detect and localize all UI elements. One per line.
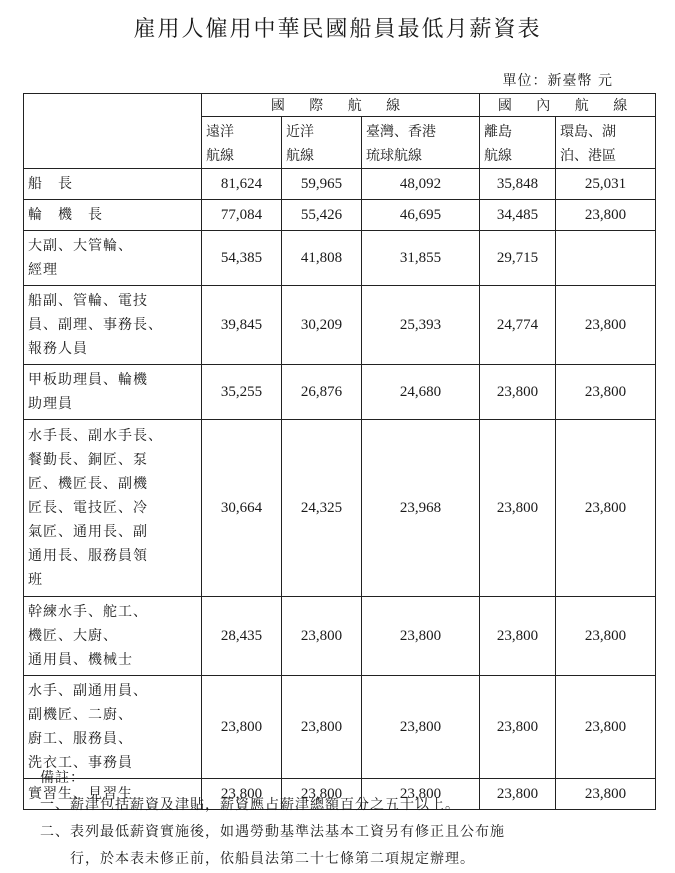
wage-cell: 23,800 [556, 365, 656, 420]
wage-cell: 23,968 [362, 420, 480, 597]
wage-cell: 31,855 [362, 231, 480, 286]
wage-cell: 39,845 [202, 286, 282, 365]
corner-cell [24, 94, 202, 169]
row-label: 船 長 [24, 169, 202, 200]
row-label: 大副、大管輪、 經理 [24, 231, 202, 286]
column-header: 近洋 航線 [282, 117, 362, 169]
wage-cell: 77,084 [202, 200, 282, 231]
wage-cell: 23,800 [362, 779, 480, 810]
wage-cell: 23,800 [282, 779, 362, 810]
wage-cell: 23,800 [480, 365, 556, 420]
wage-cell: 24,774 [480, 286, 556, 365]
row-label: 甲板助理員、輪機 助理員 [24, 365, 202, 420]
wage-cell: 23,800 [480, 676, 556, 779]
table-row [24, 286, 656, 365]
wage-cell: 26,876 [282, 365, 362, 420]
row-label: 實習生、見習生 [24, 779, 202, 810]
wage-cell: 23,800 [202, 676, 282, 779]
row-label: 水手長、副水手長、 餐勤長、銅匠、泵 匠、機匠長、副機 匠長、電技匠、冷 氣匠、通用長、副 通用長、服務員領 班 [24, 420, 202, 597]
wage-cell: 29,715 [480, 231, 556, 286]
wage-cell: 35,255 [202, 365, 282, 420]
wage-cell: 41,808 [282, 231, 362, 286]
table-row [24, 365, 656, 420]
column-header: 臺灣、香港 琉球航線 [362, 117, 480, 169]
wage-cell: 23,800 [282, 676, 362, 779]
wage-cell: 59,965 [282, 169, 362, 200]
row-label: 水手、副通用員、 副機匠、二廚、 廚工、服務員、 洗衣工、事務員 [24, 676, 202, 779]
table-row [24, 231, 656, 286]
wage-cell: 23,800 [556, 420, 656, 597]
wage-cell: 23,800 [556, 676, 656, 779]
note-item: 一、薪津包括薪資及津貼，薪資應占薪津總額百分之五十以上。 [40, 797, 460, 813]
table-row [24, 597, 656, 676]
wage-cell: 23,800 [556, 200, 656, 231]
table-row [24, 200, 656, 231]
wage-cell: 23,800 [362, 597, 480, 676]
group-header-international: 國 際 航 線 [202, 94, 480, 117]
document-title: 雇用人僱用中華民國船員最低月薪資表 [133, 17, 542, 42]
row-label: 船副、管輪、電技 員、副理、事務長、 報務人員 [24, 286, 202, 365]
minimum-wage-table [23, 93, 656, 810]
wage-cell: 23,800 [556, 286, 656, 365]
wage-cell [556, 231, 656, 286]
row-label: 幹練水手、舵工、 機匠、大廚、 通用員、機械士 [24, 597, 202, 676]
notes-section [40, 765, 505, 873]
wage-cell: 23,800 [480, 420, 556, 597]
wage-cell: 25,393 [362, 286, 480, 365]
wage-cell: 46,695 [362, 200, 480, 231]
wage-cell: 54,385 [202, 231, 282, 286]
currency-unit: 單位：新臺幣 元 [502, 73, 613, 89]
wage-cell: 81,624 [202, 169, 282, 200]
wage-cell: 28,435 [202, 597, 282, 676]
notes-heading: 備註： [40, 770, 85, 786]
table-row [24, 676, 656, 779]
group-header-domestic: 國 內 航 線 [480, 94, 656, 117]
column-header: 遠洋 航線 [202, 117, 282, 169]
wage-cell: 25,031 [556, 169, 656, 200]
column-header: 離島 航線 [480, 117, 556, 169]
wage-cell: 30,209 [282, 286, 362, 365]
wage-cell: 24,680 [362, 365, 480, 420]
table-row [24, 169, 656, 200]
note-item-continuation: 行，於本表未修正前，依船員法第二十七條第二項規定辦理。 [70, 851, 475, 867]
wage-cell: 23,800 [556, 597, 656, 676]
row-label: 輪 機 長 [24, 200, 202, 231]
wage-cell: 48,092 [362, 169, 480, 200]
wage-cell: 23,800 [282, 597, 362, 676]
table-body [24, 169, 656, 810]
wage-cell: 23,800 [480, 779, 556, 810]
wage-cell: 34,485 [480, 200, 556, 231]
wage-cell: 30,664 [202, 420, 282, 597]
note-item: 二、表列最低薪資實施後，如遇勞動基準法基本工資另有修正且公布施 [40, 824, 505, 840]
wage-cell: 23,800 [362, 676, 480, 779]
wage-cell: 23,800 [556, 779, 656, 810]
wage-cell: 23,800 [202, 779, 282, 810]
table-row [24, 420, 656, 597]
column-header: 環島、湖 泊、港區 [556, 117, 656, 169]
wage-cell: 24,325 [282, 420, 362, 597]
wage-cell: 55,426 [282, 200, 362, 231]
wage-cell: 35,848 [480, 169, 556, 200]
wage-cell: 23,800 [480, 597, 556, 676]
